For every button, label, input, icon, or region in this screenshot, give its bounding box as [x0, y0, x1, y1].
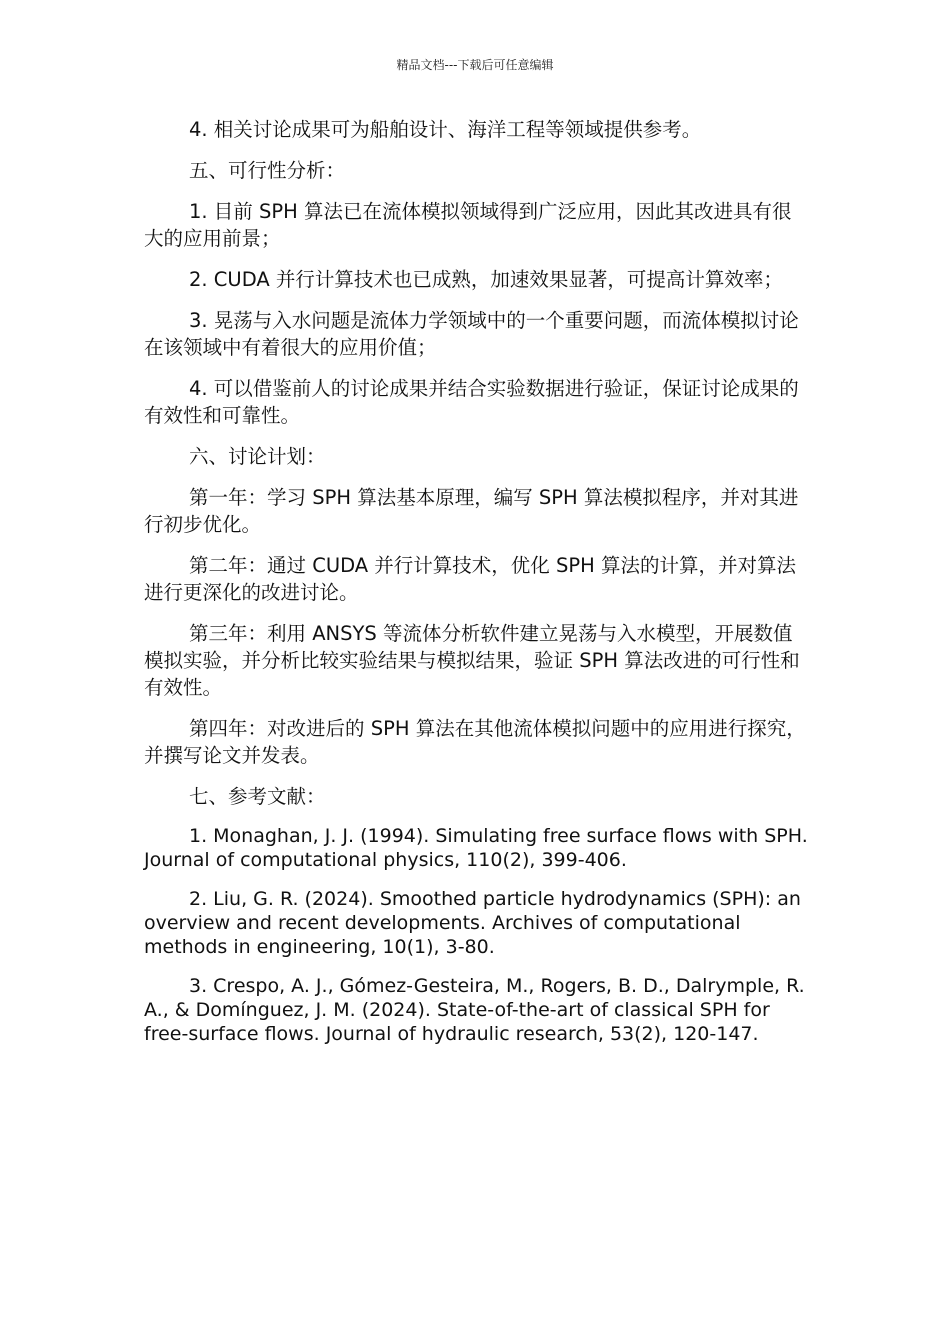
paragraph-result-reference: 4. 相关讨论成果可为船舶设计、海洋工程等领域提供参考。: [189, 118, 702, 141]
paragraph-feasibility-4: 4. 可以借鉴前人的讨论成果并结合实验数据进行验证，保证讨论成果的有效性和可靠性。: [144, 377, 799, 427]
document-body: [144, 116, 808, 1046]
section-heading-references: 七、参考文献：: [189, 785, 326, 808]
paragraph-plan-year-1: 第一年：学习 SPH 算法基本原理，编写 SPH 算法模拟程序，并对其进行初步优化。: [144, 486, 799, 536]
paragraph-feasibility-2: 2. CUDA 并行计算技术也已成熟，加速效果显著，可提高计算效率；: [189, 268, 783, 291]
paragraph-feasibility-1: 1. 目前 SPH 算法已在流体模拟领域得到广泛应用，因此其改进具有很大的应用前景；: [144, 200, 792, 250]
page-header: 精品文档---下载后可任意编辑: [396, 58, 554, 72]
paragraph-plan-year-2: 第二年：通过 CUDA 并行计算技术，优化 SPH 算法的计算，并对算法进行更深化的改进讨论。: [144, 554, 796, 604]
reference-item: 2. Liu, G. R. (2024). Smoothed particle hydrodynamics (SPH): an overview and recent developments. Archives of computational methods in engineering, 10(1), 3-80.: [144, 888, 801, 958]
section-heading-plan: 六、讨论计划：: [189, 445, 326, 468]
paragraph-feasibility-3: 3. 晃荡与入水问题是流体力学领域中的一个重要问题，而流体模拟讨论在该领域中有着很大的应用价值；: [144, 309, 799, 359]
reference-item: 3. Crespo, A. J., Gómez-Gesteira, M., Rogers, B. D., Dalrymple, R. A., & Domínguez, J. M. (2024). State-of-the-art of classical SPH for free-surface flows. Journal of hydraulic research, 53(2), 120-147.: [144, 975, 805, 1045]
section-heading-feasibility: 五、可行性分析：: [189, 159, 346, 182]
reference-item: 1. Monaghan, J. J. (1994). Simulating free surface flows with SPH. Journal of computational physics, 110(2), 399-406.: [144, 825, 808, 871]
paragraph-plan-year-4: 第四年：对改进后的 SPH 算法在其他流体模拟问题中的应用进行探究，并撰写论文并发表。: [144, 717, 806, 767]
paragraph-plan-year-3: 第三年：利用 ANSYS 等流体分析软件建立晃荡与入水模型，开展数值模拟实验，并分析比较实验结果与模拟结果，验证 SPH 算法改进的可行性和有效性。: [144, 622, 800, 699]
